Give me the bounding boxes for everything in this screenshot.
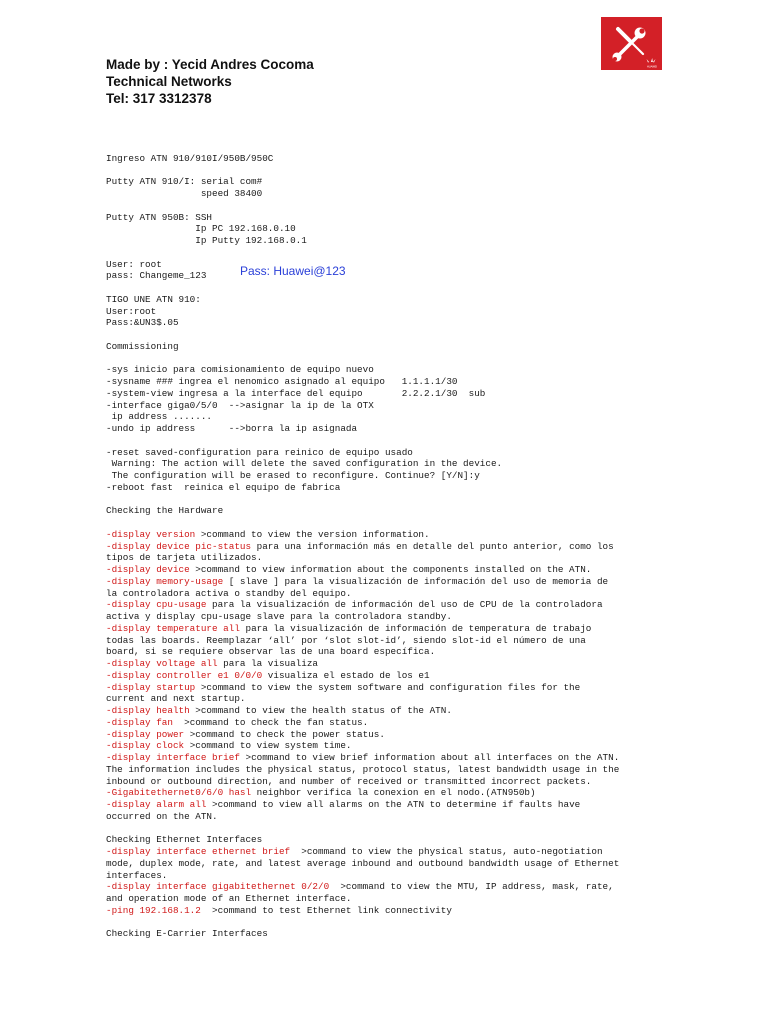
command-keyword: -display device pic-status <box>106 540 252 552</box>
text-line: -sys inicio para comisionamiento de equipo nuevo <box>106 364 374 376</box>
text-line: -reboot fast reinica el equipo de fabrica <box>106 481 341 493</box>
command-keyword: -display fan <box>106 716 173 728</box>
text-line: Checking E-Carrier Interfaces <box>106 928 268 940</box>
company-line: Technical Networks <box>106 74 232 89</box>
command-description: >command to view the physical status, auto-negotiation <box>290 846 603 857</box>
command-keyword: -Gigabitethernet0/6/0 hasl <box>106 787 252 799</box>
text-line: -sysname ### ingrea el nenomico asignado al equipo 1.1.1.1/30 <box>106 376 458 387</box>
blank-line <box>106 353 666 365</box>
text-line: Ip PC 192.168.0.10 <box>106 223 296 235</box>
command-description: neighbor verifica la conexion en el nodo.(ATN950b) <box>251 787 536 799</box>
command-line <box>106 905 666 917</box>
command-line <box>106 658 666 670</box>
text-line: The configuration will be erased to reconfigure. Continue? [Y/N]:y <box>106 470 480 481</box>
command-line <box>106 729 666 741</box>
text-line: TIGO UNE ATN 910: <box>106 293 201 305</box>
command-description: >command to view system time. <box>184 740 352 752</box>
command-keyword: -display cpu-usage <box>106 599 207 611</box>
text-line: Ingreso ATN 910/910I/950B/950C <box>106 152 274 164</box>
text-line: -system-view ingresa a la interface del equipo 2.2.2.1/30 sub <box>106 387 486 399</box>
command-keyword: -display interface ethernet brief <box>106 846 291 857</box>
blank-line <box>106 435 666 447</box>
text-line: Pass:&UN3$.05 <box>106 317 179 329</box>
command-keyword: -display clock <box>106 740 185 752</box>
command-description: para una información más en detalle del punto anterior, como los <box>251 540 614 552</box>
command-line <box>106 717 666 729</box>
command-description: >command to check the power status. <box>184 728 385 740</box>
command-keyword: -display controller e1 0/0/0 <box>106 669 263 681</box>
text-line: mode, duplex mode, rate, and latest average inbound and outbound bandwidth usage of Ethernet <box>106 857 620 869</box>
document-header <box>106 56 314 107</box>
command-keyword: -ping 192.168.1.2 <box>106 904 201 916</box>
command-keyword: -display version <box>106 528 196 540</box>
author-line: Made by : Yecid Andres Cocoma <box>106 57 314 72</box>
logo-brand-text: HUAWEI <box>646 65 658 69</box>
text-line: ip address ....... <box>106 411 213 423</box>
command-keyword: -display device <box>106 564 190 575</box>
command-keyword: -display startup <box>106 681 196 693</box>
document-body <box>106 141 666 940</box>
command-line <box>106 564 666 576</box>
command-keyword: -display alarm all <box>106 799 207 810</box>
command-description: para la visualización de información del uso de CPU de la controladora <box>206 599 603 611</box>
command-keyword: -display memory-usage <box>106 575 224 587</box>
huawei-tools-logo <box>601 17 662 70</box>
text-line: Checking the Hardware <box>106 505 224 517</box>
command-description: [ slave ] para la visualización de información del uso de memoria de <box>223 575 609 587</box>
text-line: and operation mode of an Ethernet interface. <box>106 893 352 904</box>
command-line <box>106 881 666 893</box>
command-description: >command to check the fan status. <box>172 716 369 728</box>
text-line: -reset saved-configuration para reinico de equipo usado <box>106 446 413 458</box>
text-line: -undo ip address -->borra la ip asignada <box>106 423 358 434</box>
command-line <box>106 787 666 799</box>
command-description: >command to view the system software and configuration files for the <box>195 681 581 693</box>
command-description: para la visualización de información de temperatura de trabajo <box>239 622 592 634</box>
command-keyword: -display interface gigabitethernet 0/2/0 <box>106 881 330 893</box>
command-line <box>106 752 666 764</box>
text-line: occurred on the ATN. <box>106 810 218 822</box>
command-line <box>106 529 666 541</box>
password-annotation: Pass: Huawei@123 <box>240 264 346 278</box>
command-line <box>106 670 666 682</box>
command-description: visualiza el estado de los e1 <box>262 669 430 681</box>
command-line <box>106 599 666 611</box>
text-line: tipos de tarjeta utilizados. <box>106 552 263 564</box>
text-line: Ip Putty 192.168.0.1 <box>106 235 307 246</box>
tools-icon <box>601 17 662 70</box>
text-line: current and next startup. <box>106 693 246 705</box>
command-keyword: -display interface brief <box>106 752 240 763</box>
blank-line <box>106 494 666 506</box>
text-line: todas las boards. Reemplazar ‘all’ por ‘slot slot-id’, siendo slot-id el número de una <box>106 634 586 646</box>
phone-line: Tel: 317 3312378 <box>106 91 212 106</box>
blank-line <box>106 823 666 835</box>
text-line: interfaces. <box>106 869 168 881</box>
text-line: Checking Ethernet Interfaces <box>106 834 263 846</box>
text-line: speed 38400 <box>106 188 263 199</box>
command-description: >command to view brief information about all interfaces on the ATN. <box>239 752 620 763</box>
command-line <box>106 740 666 752</box>
text-line: -interface giga0/5/0 -->asignar la ip de la OTX <box>106 399 374 411</box>
command-line <box>106 541 666 553</box>
text-line: la controladora activa o standby del equipo. <box>106 587 352 599</box>
command-line <box>106 799 666 811</box>
text-line: pass: Changeme_123 <box>106 270 207 282</box>
command-description: >command to view the version information. <box>195 528 430 540</box>
text-line: Commissioning <box>106 340 179 352</box>
command-description: >command to view the health status of the ATN. <box>189 705 452 716</box>
command-line <box>106 705 666 717</box>
blank-line <box>106 200 666 212</box>
command-description: >command to view information about the components installed on the ATN. <box>189 564 592 575</box>
text-line: User:root <box>106 305 157 317</box>
command-keyword: -display temperature all <box>106 622 240 634</box>
text-line: User: root <box>106 258 162 270</box>
blank-line <box>106 329 666 341</box>
text-line: board, si se requiere observar las de una board específica. <box>106 646 436 658</box>
command-line <box>106 623 666 635</box>
command-keyword: -display power <box>106 728 185 740</box>
command-keyword: -display voltage all <box>106 658 218 669</box>
blank-line <box>106 165 666 177</box>
text-line: activa y display cpu-usage slave para la controladora standby. <box>106 611 452 622</box>
command-description: >command to view all alarms on the ATN to determine if faults have <box>206 799 581 810</box>
blank-line <box>106 917 666 929</box>
text-line: Putty ATN 950B: SSH <box>106 211 213 223</box>
command-line <box>106 576 666 588</box>
blank-line <box>106 141 666 153</box>
command-description: >command to view the MTU, IP address, mask, rate, <box>329 881 614 893</box>
blank-line <box>106 517 666 529</box>
command-keyword: -display health <box>106 705 190 716</box>
command-line <box>106 846 666 858</box>
text-line: Putty ATN 910/I: serial com# <box>106 176 263 188</box>
blank-line <box>106 247 666 259</box>
blank-line <box>106 282 666 294</box>
text-line: The information includes the physical status, protocol status, latest bandwidth usage in the <box>106 763 620 775</box>
command-description: para la visualiza <box>217 658 319 669</box>
text-line: inbound or outbound direction, and number of received or transmitted incorrect packets. <box>106 775 592 787</box>
text-line: Warning: The action will delete the saved configuration in the device. <box>106 458 503 470</box>
command-line <box>106 682 666 694</box>
command-description: >command to test Ethernet link connectivity <box>200 904 452 916</box>
